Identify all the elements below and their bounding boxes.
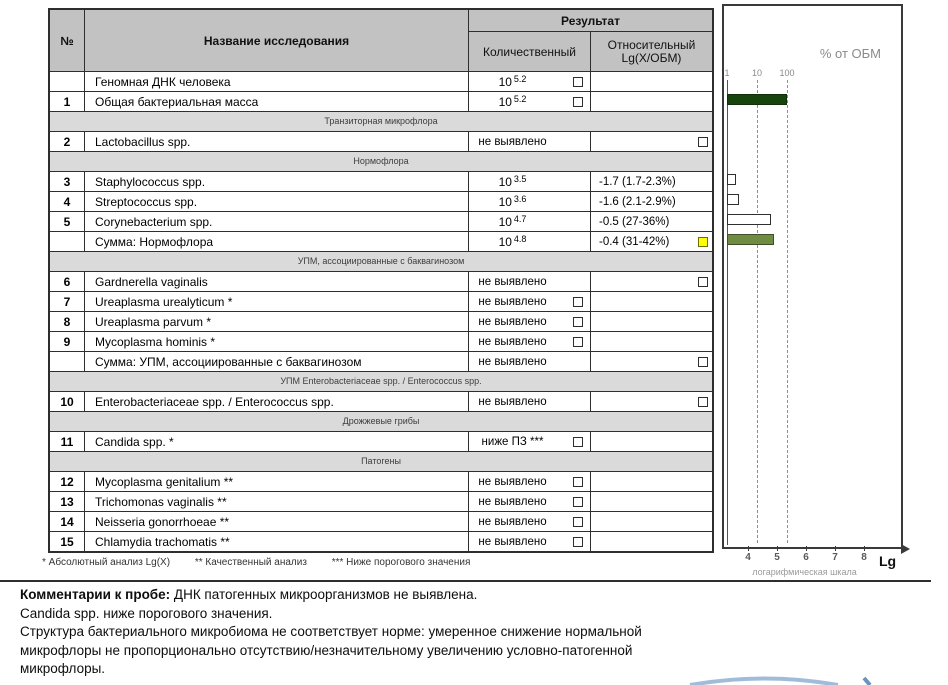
result-checkbox bbox=[698, 397, 708, 407]
quantitative-value: не выявлено bbox=[478, 495, 547, 508]
header-result: Результат bbox=[469, 10, 712, 32]
quantitative-result bbox=[469, 352, 591, 371]
chart-bar bbox=[727, 234, 774, 245]
relative-result bbox=[591, 132, 712, 151]
quantitative-value: не выявлено bbox=[478, 315, 547, 328]
results-table bbox=[48, 8, 714, 553]
quantitative-result bbox=[469, 172, 591, 191]
test-name: Chlamydia trachomatis ** bbox=[85, 532, 469, 551]
quantitative-result bbox=[469, 492, 591, 511]
quantitative-result bbox=[469, 332, 591, 351]
section-row: УПМ, ассоциированные с баквагинозом bbox=[50, 251, 712, 271]
quantitative-value: не выявлено bbox=[478, 295, 547, 308]
row-number: 6 bbox=[50, 272, 85, 291]
quantitative-result bbox=[469, 272, 591, 291]
quantitative-value: не выявлено bbox=[478, 275, 547, 288]
quantitative-value: 10 $^{5.2}$ bbox=[498, 93, 527, 109]
chart-bar bbox=[727, 94, 787, 105]
quantitative-exponent: 3.6 bbox=[513, 193, 527, 204]
row-number: 5 bbox=[50, 212, 85, 231]
quantitative-value: 10 $^{4.7}$ bbox=[498, 213, 527, 229]
quantitative-exponent: 5.2 bbox=[513, 93, 527, 104]
test-name: Streptococcus spp. bbox=[85, 192, 469, 211]
row-number bbox=[50, 72, 85, 91]
header-number: № bbox=[50, 10, 85, 71]
relative-result: -0.4 (31-42%) bbox=[591, 232, 712, 251]
quantitative-result bbox=[469, 72, 591, 91]
row-number bbox=[50, 352, 85, 371]
test-name: Gardnerella vaginalis bbox=[85, 272, 469, 291]
row-number: 4 bbox=[50, 192, 85, 211]
result-checkbox bbox=[698, 357, 708, 367]
quantitative-value: не выявлено bbox=[478, 475, 547, 488]
result-checkbox bbox=[698, 277, 708, 287]
test-name: Геномная ДНК человека bbox=[85, 72, 469, 91]
comments-label: Комментарии к пробе: bbox=[20, 587, 171, 602]
row-number: 2 bbox=[50, 132, 85, 151]
row-number: 14 bbox=[50, 512, 85, 531]
row-number: 13 bbox=[50, 492, 85, 511]
quantitative-value: не выявлено bbox=[478, 535, 547, 548]
result-checkbox bbox=[573, 477, 583, 487]
relative-result bbox=[591, 292, 712, 311]
comments-line: Структура бактериального микробиома не соответствует норме: умеренное снижение нормальной bbox=[20, 624, 642, 639]
relative-result bbox=[591, 352, 712, 371]
test-name: Mycoplasma genitalium ** bbox=[85, 472, 469, 491]
row-number: 9 bbox=[50, 332, 85, 351]
axis-line-1-percent bbox=[727, 80, 728, 545]
quantitative-exponent: 4.7 bbox=[513, 213, 527, 224]
quantitative-result bbox=[469, 472, 591, 491]
quantitative-exponent: 3.5 bbox=[513, 173, 527, 184]
test-name: Ureaplasma urealyticum * bbox=[85, 292, 469, 311]
quantitative-value: не выявлено bbox=[478, 515, 547, 528]
test-name: Mycoplasma hominis * bbox=[85, 332, 469, 351]
quantitative-value: не выявлено bbox=[478, 355, 547, 368]
relative-result bbox=[591, 492, 712, 511]
row-number: 15 bbox=[50, 532, 85, 551]
row-number: 12 bbox=[50, 472, 85, 491]
gridline-100-percent bbox=[787, 80, 788, 543]
quantitative-result bbox=[469, 132, 591, 151]
quantitative-exponent: 5.2 bbox=[513, 73, 527, 84]
result-checkbox bbox=[573, 517, 583, 527]
row-number: 3 bbox=[50, 172, 85, 191]
chart-bar bbox=[727, 214, 771, 225]
footnote bbox=[42, 557, 492, 568]
quantitative-value: 10 $^{3.6}$ bbox=[498, 193, 527, 209]
quantitative-value: не выявлено bbox=[478, 335, 547, 348]
relative-result: -0.5 (27-36%) bbox=[599, 215, 670, 228]
relative-result bbox=[591, 312, 712, 331]
quantitative-result bbox=[469, 292, 591, 311]
lg-tick-4: 4 bbox=[745, 552, 751, 563]
header-result-group bbox=[469, 10, 712, 71]
table-row bbox=[50, 511, 712, 531]
quantitative-exponent: 4.8 bbox=[513, 233, 527, 244]
row-number bbox=[50, 232, 85, 251]
result-checkbox bbox=[573, 317, 583, 327]
quantitative-result bbox=[469, 432, 591, 451]
quantitative-value: ниже ПЗ *** bbox=[481, 435, 544, 448]
comments-line: микрофлоры. bbox=[20, 661, 106, 676]
quantitative-result bbox=[469, 532, 591, 551]
section-row: Транзиторная микрофлора bbox=[50, 111, 712, 131]
relative-result bbox=[591, 332, 712, 351]
quantitative-result bbox=[469, 212, 591, 231]
table-row bbox=[50, 171, 712, 191]
log-scale-caption: логарифмическая шкала bbox=[752, 567, 857, 577]
result-checkbox bbox=[573, 297, 583, 307]
result-checkbox bbox=[573, 337, 583, 347]
table-body bbox=[50, 71, 712, 551]
table-row bbox=[50, 211, 712, 231]
quantitative-value: не выявлено bbox=[478, 395, 547, 408]
lg-tick-6: 6 bbox=[803, 552, 809, 563]
quantitative-value: 10 $^{4.8}$ bbox=[498, 233, 527, 249]
table-row bbox=[50, 91, 712, 111]
lg-axis-ticks bbox=[722, 552, 903, 564]
test-name: Сумма: УПМ, ассоциированные с баквагинозом bbox=[85, 352, 469, 371]
percent-tick-10: 10 bbox=[751, 68, 762, 78]
row-number: 1 bbox=[50, 92, 85, 111]
test-name: Сумма: Нормофлора bbox=[85, 232, 469, 251]
header-relative: Относительный Lg(X/ОБМ) bbox=[607, 37, 696, 65]
table-row bbox=[50, 291, 712, 311]
table-row bbox=[50, 311, 712, 331]
relative-result bbox=[591, 92, 712, 111]
table-row bbox=[50, 231, 712, 251]
lg-tick-5: 5 bbox=[774, 552, 780, 563]
table-row bbox=[50, 71, 712, 91]
footnote-threshold: *** Ниже порогового значения bbox=[331, 557, 471, 568]
relative-result bbox=[591, 392, 712, 411]
chart-bar bbox=[727, 194, 739, 205]
result-checkbox bbox=[573, 497, 583, 507]
comments-line: микрофлоры не пропорционально отсутствию/незначительному увеличению условно-патогенной bbox=[20, 642, 633, 658]
result-checkbox bbox=[573, 97, 583, 107]
row-number: 10 bbox=[50, 392, 85, 411]
quantitative-value: 10 $^{3.5}$ bbox=[498, 173, 527, 189]
relative-result: -1.7 (1.7-2.3%) bbox=[599, 175, 676, 188]
header-quantitative: Количественный bbox=[469, 32, 591, 71]
table-row bbox=[50, 331, 712, 351]
result-checkbox bbox=[698, 237, 708, 247]
relative-result bbox=[591, 72, 712, 91]
relative-result bbox=[591, 272, 712, 291]
quantitative-result bbox=[469, 232, 591, 251]
gridline-10-percent bbox=[757, 80, 758, 543]
quantitative-result bbox=[469, 312, 591, 331]
table-row bbox=[50, 471, 712, 491]
test-name: Общая бактериальная масса bbox=[85, 92, 469, 111]
relative-result: -1.6 (2.1-2.9%) bbox=[599, 195, 676, 208]
table-row bbox=[50, 391, 712, 411]
test-name: Corynebacterium spp. bbox=[85, 212, 469, 231]
test-name: Staphylococcus spp. bbox=[85, 172, 469, 191]
relative-result bbox=[591, 512, 712, 531]
chart-bar bbox=[727, 174, 736, 185]
chart-plot bbox=[722, 4, 903, 549]
partial-logo-arc bbox=[640, 660, 948, 685]
table-row bbox=[50, 191, 712, 211]
row-number: 7 bbox=[50, 292, 85, 311]
lg-tick-7: 7 bbox=[832, 552, 838, 563]
quantitative-result bbox=[469, 512, 591, 531]
table-header bbox=[50, 10, 712, 71]
footnote-qualitative: ** Качественный анализ bbox=[194, 557, 307, 568]
table-row bbox=[50, 351, 712, 371]
test-name: Neisseria gonorrhoeae ** bbox=[85, 512, 469, 531]
result-checkbox bbox=[573, 537, 583, 547]
quantitative-result bbox=[469, 192, 591, 211]
row-number: 11 bbox=[50, 432, 85, 451]
comments-line: Candida spp. ниже порогового значения. bbox=[20, 605, 273, 621]
relative-result bbox=[591, 472, 712, 491]
section-row: Патогены bbox=[50, 451, 712, 471]
quantitative-result bbox=[469, 92, 591, 111]
percent-tick-1: 1 bbox=[724, 68, 730, 78]
result-checkbox bbox=[573, 437, 583, 447]
percent-tick-100: 100 bbox=[779, 68, 795, 78]
chart-title: % от ОБМ bbox=[819, 46, 881, 61]
footnote-absolute: * Абсолютный анализ Lg(X) bbox=[42, 557, 171, 568]
section-row: Дрожжевые грибы bbox=[50, 411, 712, 431]
relative-result bbox=[591, 532, 712, 551]
relative-result bbox=[591, 432, 712, 451]
result-checkbox bbox=[698, 137, 708, 147]
section-divider bbox=[0, 580, 931, 582]
test-name: Candida spp. * bbox=[85, 432, 469, 451]
quantitative-value: не выявлено bbox=[478, 135, 547, 148]
quantitative-result bbox=[469, 392, 591, 411]
test-name: Enterobacteriaceae spp. / Enterococcus spp. bbox=[85, 392, 469, 411]
section-row: УПМ Enterobacteriaceae spp. / Enterococcus spp. bbox=[50, 371, 712, 391]
result-checkbox bbox=[573, 77, 583, 87]
row-number: 8 bbox=[50, 312, 85, 331]
header-test-name: Название исследования bbox=[85, 10, 469, 71]
table-row bbox=[50, 271, 712, 291]
test-name: Trichomonas vaginalis ** bbox=[85, 492, 469, 511]
quantitative-value: 10 $^{5.2}$ bbox=[498, 73, 527, 89]
lg-tick-8: 8 bbox=[861, 552, 867, 563]
comments-intro: ДНК патогенных микроорганизмов не выявлена. bbox=[173, 587, 478, 602]
test-name: Lactobacillus spp. bbox=[85, 132, 469, 151]
lg-axis-label: Lg bbox=[879, 553, 897, 569]
table-row bbox=[50, 431, 712, 451]
table-row bbox=[50, 531, 712, 551]
table-row bbox=[50, 491, 712, 511]
table-row bbox=[50, 131, 712, 151]
test-name: Ureaplasma parvum * bbox=[85, 312, 469, 331]
section-row: Нормофлора bbox=[50, 151, 712, 171]
